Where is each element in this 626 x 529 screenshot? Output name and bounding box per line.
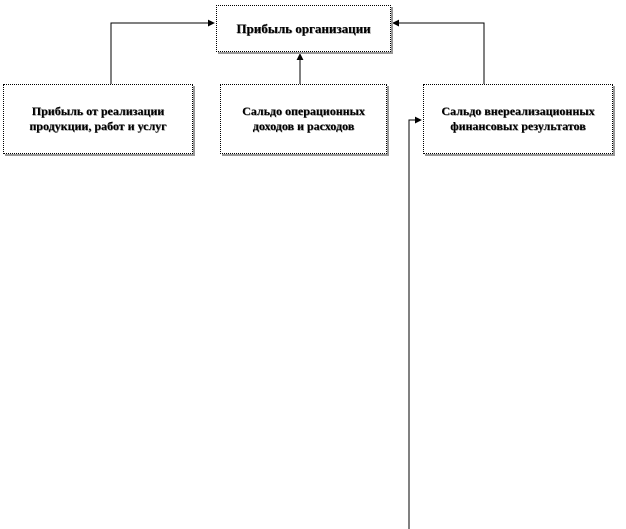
node-sales-profit-label: Прибыль от реализации продукции, работ и услуг: [29, 104, 167, 133]
node-operational-balance-label: Сальдо операционных доходов и расходов: [242, 104, 365, 133]
node-organization-profit-label: Прибыль организации: [236, 20, 371, 36]
connector-sales-to-profit: [111, 23, 214, 84]
node-operational-balance: [220, 84, 387, 154]
node-nonsales-balance: [423, 84, 613, 154]
node-nonsales-balance-label: Сальдо внереализационных финансовых результатов: [441, 104, 595, 133]
connector-nonsales-to-profit: [393, 23, 484, 84]
node-organization-profit: [216, 5, 391, 52]
connector-bottom-to-nonsales: [409, 120, 421, 529]
node-sales-profit: [3, 84, 193, 154]
